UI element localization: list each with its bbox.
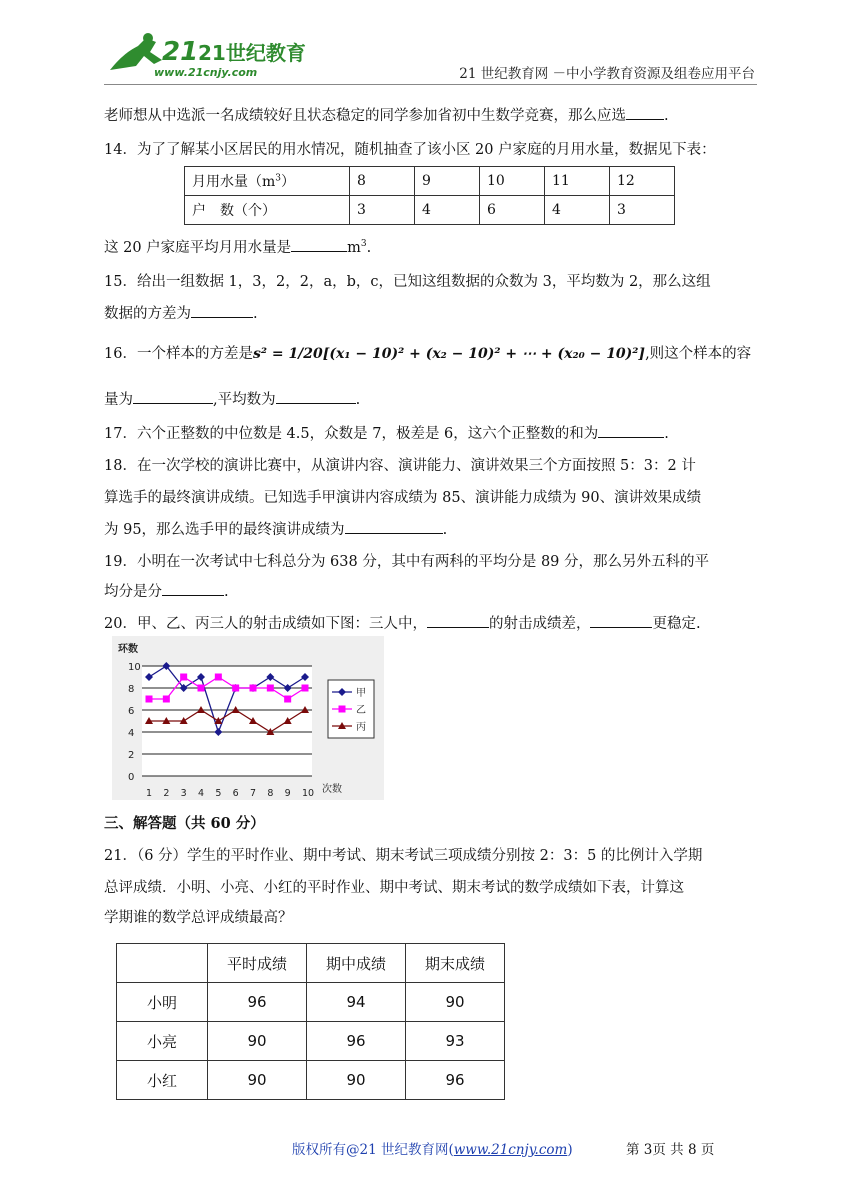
y-tick-label: 10	[128, 662, 141, 673]
copyright-link[interactable]: www.21cnjy.com	[453, 1142, 568, 1158]
q21-line2: 总评成绩．小明、小亮、小红的平时作业、期中考试、期末考试的数学成绩如下表，计算这	[104, 880, 684, 896]
water-usage-table	[184, 166, 675, 225]
table-header-row	[117, 944, 505, 983]
table-cell: 96	[208, 983, 307, 1022]
answer-blank	[291, 237, 347, 252]
q18-line3: 为 95，那么选手甲的最终演讲成绩为 .	[104, 518, 447, 539]
x-tick-label: 2	[163, 788, 170, 799]
data-point	[302, 685, 309, 692]
q15-line1: 15．给出一组数据 1，3，2，2，a，b，c，已知这组数据的众数为 3，平均数为 2，那么这组	[104, 274, 711, 290]
y-tick-label: 6	[128, 706, 135, 717]
x-tick-label: 9	[284, 788, 291, 799]
table-header: 期中成绩	[307, 944, 406, 983]
x-tick-label: 4	[198, 788, 205, 799]
svg-text:21: 21	[162, 37, 199, 67]
legend-marker	[339, 706, 346, 713]
table-row	[117, 1022, 505, 1061]
table-cell: 90	[307, 1061, 406, 1100]
q16-line1: 16．一个样本的方差是s² = 1/20[(x₁ − 10)² + (x₂ − 10)² + ⋯ + (x₂₀ − 10)²],则这个样本的容	[104, 346, 752, 362]
table-cell: 94	[307, 983, 406, 1022]
y-tick-label: 8	[128, 684, 135, 695]
q15-line2: 数据的方差为 .	[104, 302, 258, 323]
table-row	[185, 196, 675, 225]
table-cell: 12	[610, 167, 675, 196]
q13-text: 老师想从中选派一名成绩较好且状态稳定的同学参加省初中生数学竞赛，那么应选	[104, 108, 626, 124]
data-point	[163, 696, 170, 703]
data-point	[232, 685, 239, 692]
table-header	[117, 944, 208, 983]
row-header: 户 数（个）	[185, 196, 350, 225]
x-tick-label: 5	[215, 788, 222, 799]
table-row	[117, 1061, 505, 1100]
q17-text: 17．六个正整数的中位数是 4.5，众数是 7，极差是 6，这六个正整数的和为 .	[104, 422, 669, 443]
legend-label: 丙	[356, 722, 366, 733]
table-cell: 6	[480, 196, 545, 225]
q13-tail: 老师想从中选派一名成绩较好且状态稳定的同学参加省初中生数学竞赛，那么应选 .	[104, 104, 669, 125]
page-number: 第 3页 共 8 页	[626, 1142, 715, 1158]
answer-blank	[133, 389, 213, 404]
y-tick-label: 0	[128, 772, 135, 783]
section-title: 三、解答题（共 60 分）	[104, 815, 265, 832]
legend-label: 乙	[356, 705, 366, 716]
answer-blank	[345, 519, 443, 534]
y-tick-label: 2	[128, 750, 135, 761]
table-cell: 10	[480, 167, 545, 196]
logo-url: www.21cnjy.com	[154, 66, 258, 79]
table-cell: 8	[350, 167, 415, 196]
table-header: 期末成绩	[406, 944, 505, 983]
table-cell: 96	[307, 1022, 406, 1061]
y-tick-label: 4	[128, 728, 135, 739]
q16-line2: 量为 ,平均数为 .	[104, 388, 360, 409]
table-cell: 小亮	[117, 1022, 208, 1061]
table-cell: 9	[415, 167, 480, 196]
x-tick-label: 10	[302, 788, 315, 799]
table-header: 平时成绩	[208, 944, 307, 983]
x-tick-label: 3	[180, 788, 187, 799]
x-tick-label: 6	[232, 788, 239, 799]
copyright: 版权所有@21 世纪教育网(www.21cnjy.com)	[292, 1142, 573, 1158]
data-point	[198, 685, 205, 692]
data-point	[215, 674, 222, 681]
q14-answer: 这 20 户家庭平均月用水量是 $m^3$.	[104, 236, 371, 257]
runner-logo-icon	[104, 30, 306, 82]
header-divider	[104, 84, 757, 85]
answer-blank	[427, 613, 489, 628]
q20-text: 20．甲、乙、丙三人的射击成绩如下图：三人中， 的射击成绩差， 更稳定.	[104, 612, 701, 633]
table-row	[117, 983, 505, 1022]
data-point	[146, 696, 153, 703]
q19-line1: 19．小明在一次考试中七科总分为 638 分，其中有两科的平均分是 89 分，那么另外五科的平	[104, 554, 710, 570]
table-cell: 4	[545, 196, 610, 225]
x-tick-label: 1	[146, 788, 153, 799]
data-point	[267, 685, 274, 692]
table-row	[185, 167, 675, 196]
table-cell: 3	[350, 196, 415, 225]
answer-blank	[598, 423, 664, 438]
q14-text: 14．为了了解某小区居民的用水情况，随机抽查了该小区 20 户家庭的月用水量，数据见下表：	[104, 142, 716, 158]
answer-blank	[191, 303, 253, 318]
logo-text: 21世纪教育	[198, 41, 306, 65]
answer-blank	[162, 581, 224, 596]
x-tick-label: 7	[250, 788, 257, 799]
legend-label: 甲	[356, 688, 366, 699]
q21-line3: 学期谁的数学总评成绩最高？	[104, 910, 293, 926]
chart-svg	[112, 636, 384, 800]
table-cell: 90	[208, 1061, 307, 1100]
scores-table	[116, 943, 505, 1100]
variance-formula: s² = 1/20[(x₁ − 10)² + (x₂ − 10)² + ⋯ + (x₂₀ − 10)²]	[252, 346, 646, 362]
q18-line2: 算选手的最终演讲成绩。已知选手甲演讲内容成绩为 85、演讲能力成绩为 90、演讲效果成绩	[104, 490, 702, 506]
x-tick-label: 8	[267, 788, 274, 799]
site-logo	[104, 30, 306, 82]
data-point	[284, 696, 291, 703]
data-point	[250, 685, 257, 692]
site-label: 21 世纪教育网 －中小学教育资源及组卷应用平台	[459, 66, 755, 82]
answer-blank	[276, 389, 356, 404]
answer-blank	[626, 105, 664, 120]
table-cell: 93	[406, 1022, 505, 1061]
x-axis-label: 次数	[322, 784, 342, 795]
table-cell: 3	[610, 196, 675, 225]
table-cell: 90	[208, 1022, 307, 1061]
y-axis-label: 环数	[118, 644, 138, 655]
table-cell: 96	[406, 1061, 505, 1100]
table-cell: 11	[545, 167, 610, 196]
table-cell: 4	[415, 196, 480, 225]
table-cell: 小红	[117, 1061, 208, 1100]
table-cell: 小明	[117, 983, 208, 1022]
answer-blank	[590, 613, 652, 628]
row-header: 月用水量$(m^3)$	[185, 167, 350, 196]
shooting-scores-chart	[112, 636, 384, 800]
data-point	[180, 674, 187, 681]
q19-line2: 均分是分 .	[104, 580, 229, 601]
q21-line1: 21．（6 分）学生的平时作业、期中考试、期末考试三项成绩分别按 2：3：5 的比例计入学期	[104, 848, 703, 864]
q18-line1: 18．在一次学校的演讲比赛中，从演讲内容、演讲能力、演讲效果三个方面按照 5：3：2 计	[104, 458, 696, 474]
table-cell: 90	[406, 983, 505, 1022]
